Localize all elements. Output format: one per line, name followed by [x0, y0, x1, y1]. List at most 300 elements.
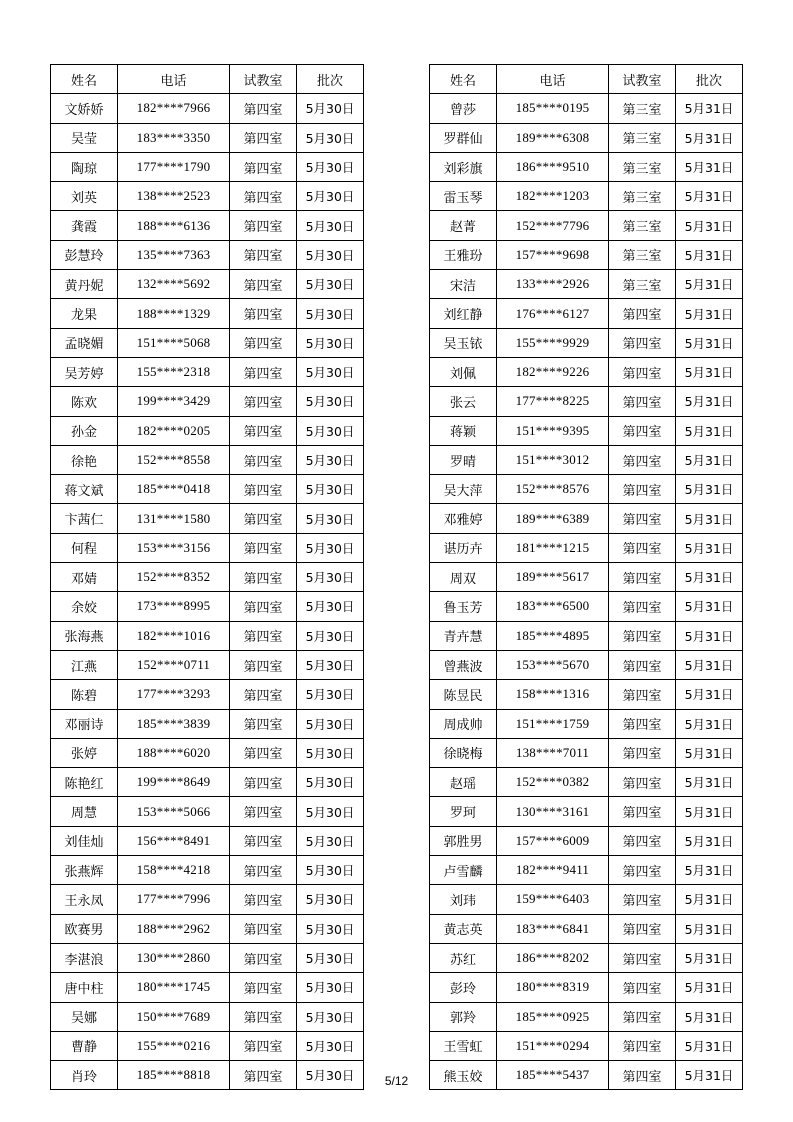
cell-batch: 5月31日: [676, 856, 743, 885]
cell-name: 赵瑶: [430, 768, 497, 797]
cell-phone: 152****0711: [118, 650, 230, 679]
table-row: [430, 445, 743, 474]
cell-room: 第三室: [609, 270, 676, 299]
cell-batch: 5月31日: [676, 94, 743, 123]
header-row: [51, 65, 364, 94]
cell-name: 曹静: [51, 1031, 118, 1060]
cell-name: 罗晴: [430, 445, 497, 474]
table-row: [430, 592, 743, 621]
table-row: [430, 856, 743, 885]
cell-name: 刘玮: [430, 885, 497, 914]
cell-name: 陈昱民: [430, 680, 497, 709]
cell-phone: 135****7363: [118, 240, 230, 269]
cell-phone: 157****9698: [497, 240, 609, 269]
cell-name: 赵菁: [430, 211, 497, 240]
table-row: [430, 123, 743, 152]
cell-phone: 151****1759: [497, 709, 609, 738]
cell-room: 第三室: [609, 182, 676, 211]
table-row: [430, 504, 743, 533]
table-row: [51, 357, 364, 386]
cell-batch: 5月31日: [676, 1031, 743, 1060]
cell-name: 陈欢: [51, 387, 118, 416]
cell-phone: 132****5692: [118, 270, 230, 299]
cell-room: 第三室: [609, 152, 676, 181]
cell-batch: 5月31日: [676, 182, 743, 211]
cell-batch: 5月31日: [676, 914, 743, 943]
cell-room: 第四室: [609, 738, 676, 767]
cell-room: 第四室: [230, 973, 297, 1002]
cell-phone: 153****3156: [118, 533, 230, 562]
cell-room: 第四室: [230, 914, 297, 943]
cell-room: 第四室: [230, 885, 297, 914]
cell-room: 第四室: [230, 387, 297, 416]
cell-batch: 5月30日: [297, 211, 364, 240]
cell-batch: 5月31日: [676, 973, 743, 1002]
cell-room: 第四室: [230, 621, 297, 650]
cell-phone: 176****6127: [497, 299, 609, 328]
cell-name: 周慧: [51, 797, 118, 826]
cell-room: 第四室: [230, 738, 297, 767]
cell-phone: 182****7966: [118, 94, 230, 123]
cell-name: 王永凤: [51, 885, 118, 914]
table-row: [430, 533, 743, 562]
header-name: 姓名: [51, 65, 118, 94]
cell-phone: 159****6403: [497, 885, 609, 914]
cell-room: 第四室: [230, 592, 297, 621]
cell-phone: 151****5068: [118, 328, 230, 357]
cell-batch: 5月30日: [297, 650, 364, 679]
table-row: [430, 357, 743, 386]
cell-name: 李湛浪: [51, 943, 118, 972]
table-row: [51, 768, 364, 797]
cell-batch: 5月31日: [676, 1061, 743, 1090]
table-row: [51, 182, 364, 211]
cell-phone: 130****2860: [118, 943, 230, 972]
cell-room: 第四室: [230, 1002, 297, 1031]
cell-room: 第四室: [609, 709, 676, 738]
cell-phone: 188****6020: [118, 738, 230, 767]
cell-batch: 5月30日: [297, 1002, 364, 1031]
header-room: 试教室: [230, 65, 297, 94]
cell-phone: 182****1016: [118, 621, 230, 650]
roster-table-right: [429, 64, 743, 1090]
cell-batch: 5月31日: [676, 152, 743, 181]
cell-name: 徐晓梅: [430, 738, 497, 767]
table-row: [430, 973, 743, 1002]
table-row: [51, 826, 364, 855]
cell-batch: 5月30日: [297, 152, 364, 181]
table-row: [430, 94, 743, 123]
header-phone: 电话: [118, 65, 230, 94]
cell-batch: 5月30日: [297, 1061, 364, 1090]
cell-name: 吴莹: [51, 123, 118, 152]
cell-phone: 150****7689: [118, 1002, 230, 1031]
cell-room: 第四室: [230, 943, 297, 972]
cell-room: 第四室: [230, 240, 297, 269]
cell-batch: 5月31日: [676, 416, 743, 445]
cell-room: 第四室: [230, 123, 297, 152]
table-row: [51, 270, 364, 299]
cell-name: 龙果: [51, 299, 118, 328]
cell-name: 黄志英: [430, 914, 497, 943]
cell-name: 邓丽诗: [51, 709, 118, 738]
cell-phone: 186****9510: [497, 152, 609, 181]
cell-name: 唐中柱: [51, 973, 118, 1002]
cell-room: 第四室: [230, 328, 297, 357]
table-row: [430, 416, 743, 445]
cell-phone: 182****9411: [497, 856, 609, 885]
table-row: [51, 299, 364, 328]
cell-room: 第四室: [230, 182, 297, 211]
cell-batch: 5月30日: [297, 533, 364, 562]
cell-room: 第四室: [230, 856, 297, 885]
cell-name: 余姣: [51, 592, 118, 621]
cell-batch: 5月31日: [676, 299, 743, 328]
cell-name: 徐艳: [51, 445, 118, 474]
cell-room: 第四室: [609, 943, 676, 972]
table-row: [51, 387, 364, 416]
cell-room: 第四室: [609, 416, 676, 445]
header-batch: 批次: [297, 65, 364, 94]
cell-phone: 183****3350: [118, 123, 230, 152]
cell-room: 第四室: [230, 416, 297, 445]
table-row: [430, 943, 743, 972]
table-row: [430, 650, 743, 679]
cell-name: 周成帅: [430, 709, 497, 738]
cell-phone: 185****4895: [497, 621, 609, 650]
table-row: [430, 475, 743, 504]
cell-room: 第四室: [230, 680, 297, 709]
page-number: 5/12: [384, 1074, 409, 1088]
cell-batch: 5月31日: [676, 211, 743, 240]
cell-phone: 185****0418: [118, 475, 230, 504]
cell-name: 青卉慧: [430, 621, 497, 650]
cell-name: 宋洁: [430, 270, 497, 299]
cell-batch: 5月31日: [676, 563, 743, 592]
cell-phone: 185****0925: [497, 1002, 609, 1031]
cell-name: 曾莎: [430, 94, 497, 123]
table-row: [430, 182, 743, 211]
cell-phone: 185****5437: [497, 1061, 609, 1090]
cell-name: 陈艳红: [51, 768, 118, 797]
cell-batch: 5月30日: [297, 504, 364, 533]
cell-name: 文娇娇: [51, 94, 118, 123]
table-row: [430, 563, 743, 592]
cell-name: 张燕辉: [51, 856, 118, 885]
cell-room: 第四室: [230, 299, 297, 328]
cell-name: 王雪虹: [430, 1031, 497, 1060]
cell-name: 黄丹妮: [51, 270, 118, 299]
cell-name: 罗群仙: [430, 123, 497, 152]
cell-batch: 5月30日: [297, 240, 364, 269]
cell-name: 谌历卉: [430, 533, 497, 562]
cell-batch: 5月31日: [676, 357, 743, 386]
table-row: [430, 826, 743, 855]
cell-room: 第四室: [230, 475, 297, 504]
cell-room: 第四室: [609, 680, 676, 709]
header-batch: 批次: [676, 65, 743, 94]
table-row: [51, 621, 364, 650]
cell-phone: 181****1215: [497, 533, 609, 562]
cell-room: 第三室: [609, 211, 676, 240]
cell-batch: 5月31日: [676, 123, 743, 152]
cell-room: 第四室: [609, 387, 676, 416]
cell-name: 郭胜男: [430, 826, 497, 855]
table-row: [430, 914, 743, 943]
table-row: [51, 943, 364, 972]
cell-batch: 5月30日: [297, 768, 364, 797]
table-row: [430, 387, 743, 416]
cell-phone: 185****3839: [118, 709, 230, 738]
cell-batch: 5月30日: [297, 680, 364, 709]
cell-batch: 5月30日: [297, 328, 364, 357]
table-row: [51, 504, 364, 533]
cell-name: 王雅玢: [430, 240, 497, 269]
cell-batch: 5月31日: [676, 592, 743, 621]
cell-room: 第四室: [230, 797, 297, 826]
table-row: [51, 1031, 364, 1060]
cell-batch: 5月30日: [297, 357, 364, 386]
cell-phone: 133****2926: [497, 270, 609, 299]
cell-batch: 5月30日: [297, 709, 364, 738]
cell-batch: 5月30日: [297, 914, 364, 943]
cell-room: 第四室: [609, 768, 676, 797]
cell-phone: 130****3161: [497, 797, 609, 826]
table-row: [430, 211, 743, 240]
table-row: [430, 885, 743, 914]
cell-batch: 5月31日: [676, 709, 743, 738]
cell-phone: 177****8225: [497, 387, 609, 416]
cell-name: 陶琼: [51, 152, 118, 181]
cell-batch: 5月30日: [297, 592, 364, 621]
table-row: [51, 328, 364, 357]
cell-room: 第四室: [230, 826, 297, 855]
cell-phone: 158****4218: [118, 856, 230, 885]
cell-phone: 199****3429: [118, 387, 230, 416]
cell-name: 张海燕: [51, 621, 118, 650]
table-row: [430, 1002, 743, 1031]
cell-batch: 5月30日: [297, 943, 364, 972]
cell-name: 周双: [430, 563, 497, 592]
cell-phone: 177****7996: [118, 885, 230, 914]
cell-room: 第四室: [609, 299, 676, 328]
table-row: [51, 211, 364, 240]
cell-room: 第四室: [609, 533, 676, 562]
cell-batch: 5月30日: [297, 738, 364, 767]
cell-name: 曾燕波: [430, 650, 497, 679]
cell-phone: 153****5066: [118, 797, 230, 826]
cell-room: 第四室: [230, 533, 297, 562]
cell-phone: 189****5617: [497, 563, 609, 592]
cell-name: 龚霞: [51, 211, 118, 240]
cell-batch: 5月30日: [297, 416, 364, 445]
cell-name: 江燕: [51, 650, 118, 679]
table-row: [430, 328, 743, 357]
table-row: [51, 445, 364, 474]
cell-phone: 152****8352: [118, 563, 230, 592]
cell-phone: 185****0195: [497, 94, 609, 123]
table-row: [430, 270, 743, 299]
table-row: [51, 592, 364, 621]
cell-room: 第四室: [609, 1002, 676, 1031]
cell-room: 第四室: [230, 1061, 297, 1090]
cell-room: 第四室: [609, 826, 676, 855]
table-row: [51, 797, 364, 826]
cell-batch: 5月30日: [297, 973, 364, 1002]
cell-name: 刘英: [51, 182, 118, 211]
cell-batch: 5月31日: [676, 885, 743, 914]
cell-room: 第三室: [609, 123, 676, 152]
cell-name: 鲁玉芳: [430, 592, 497, 621]
cell-room: 第四室: [230, 650, 297, 679]
cell-name: 欧赛男: [51, 914, 118, 943]
cell-batch: 5月31日: [676, 680, 743, 709]
cell-name: 罗珂: [430, 797, 497, 826]
cell-room: 第四室: [230, 1031, 297, 1060]
cell-room: 第四室: [230, 504, 297, 533]
cell-batch: 5月30日: [297, 856, 364, 885]
table-row: [430, 152, 743, 181]
cell-phone: 152****0382: [497, 768, 609, 797]
cell-batch: 5月31日: [676, 1002, 743, 1031]
cell-phone: 182****9226: [497, 357, 609, 386]
cell-phone: 153****5670: [497, 650, 609, 679]
cell-room: 第四室: [609, 1061, 676, 1090]
cell-batch: 5月30日: [297, 445, 364, 474]
cell-name: 雷玉琴: [430, 182, 497, 211]
table-row: [430, 1031, 743, 1060]
table-row: [430, 797, 743, 826]
header-phone: 电话: [497, 65, 609, 94]
table-row: [430, 738, 743, 767]
cell-phone: 152****7796: [497, 211, 609, 240]
table-row: [51, 475, 364, 504]
cell-name: 孙金: [51, 416, 118, 445]
cell-room: 第四室: [230, 94, 297, 123]
cell-batch: 5月31日: [676, 943, 743, 972]
table-row: [51, 914, 364, 943]
cell-name: 邓婧: [51, 563, 118, 592]
header-row: [430, 65, 743, 94]
cell-room: 第四室: [609, 621, 676, 650]
cell-batch: 5月31日: [676, 797, 743, 826]
table-row: [51, 416, 364, 445]
header-room: 试教室: [609, 65, 676, 94]
cell-room: 第四室: [609, 797, 676, 826]
cell-room: 第四室: [230, 211, 297, 240]
cell-room: 第四室: [230, 152, 297, 181]
cell-room: 第四室: [609, 650, 676, 679]
cell-name: 刘佩: [430, 357, 497, 386]
table-row: [51, 650, 364, 679]
cell-phone: 138****2523: [118, 182, 230, 211]
cell-phone: 151****0294: [497, 1031, 609, 1060]
cell-name: 彭慧玲: [51, 240, 118, 269]
cell-batch: 5月31日: [676, 475, 743, 504]
cell-room: 第四室: [609, 592, 676, 621]
cell-phone: 180****1745: [118, 973, 230, 1002]
cell-name: 吴大萍: [430, 475, 497, 504]
cell-room: 第三室: [609, 240, 676, 269]
table-row: [51, 885, 364, 914]
cell-phone: 151****9395: [497, 416, 609, 445]
cell-room: 第三室: [609, 94, 676, 123]
cell-phone: 152****8558: [118, 445, 230, 474]
cell-name: 苏红: [430, 943, 497, 972]
cell-room: 第四室: [609, 504, 676, 533]
table-row: [51, 152, 364, 181]
cell-phone: 188****6136: [118, 211, 230, 240]
cell-room: 第四室: [230, 768, 297, 797]
cell-batch: 5月30日: [297, 1031, 364, 1060]
cell-batch: 5月31日: [676, 826, 743, 855]
cell-phone: 188****1329: [118, 299, 230, 328]
table-row: [430, 621, 743, 650]
cell-batch: 5月31日: [676, 650, 743, 679]
cell-phone: 188****2962: [118, 914, 230, 943]
cell-name: 孟晓媚: [51, 328, 118, 357]
cell-room: 第四室: [609, 445, 676, 474]
cell-room: 第四室: [609, 973, 676, 1002]
table-row: [51, 973, 364, 1002]
cell-room: 第四室: [230, 563, 297, 592]
cell-room: 第四室: [609, 563, 676, 592]
cell-room: 第四室: [230, 445, 297, 474]
cell-room: 第四室: [609, 914, 676, 943]
cell-phone: 180****8319: [497, 973, 609, 1002]
cell-room: 第四室: [609, 856, 676, 885]
cell-phone: 183****6500: [497, 592, 609, 621]
table-row: [430, 680, 743, 709]
table-row: [51, 680, 364, 709]
cell-phone: 152****8576: [497, 475, 609, 504]
cell-phone: 131****1580: [118, 504, 230, 533]
cell-phone: 157****6009: [497, 826, 609, 855]
cell-room: 第四室: [609, 357, 676, 386]
cell-phone: 177****1790: [118, 152, 230, 181]
cell-batch: 5月30日: [297, 885, 364, 914]
cell-name: 何程: [51, 533, 118, 562]
cell-batch: 5月31日: [676, 445, 743, 474]
cell-name: 蒋文斌: [51, 475, 118, 504]
cell-name: 吴芳婷: [51, 357, 118, 386]
cell-name: 张婷: [51, 738, 118, 767]
cell-batch: 5月31日: [676, 621, 743, 650]
cell-room: 第四室: [609, 475, 676, 504]
cell-name: 卞茜仁: [51, 504, 118, 533]
table-row: [51, 94, 364, 123]
cell-batch: 5月30日: [297, 299, 364, 328]
cell-batch: 5月30日: [297, 475, 364, 504]
cell-phone: 186****8202: [497, 943, 609, 972]
cell-name: 熊玉姣: [430, 1061, 497, 1090]
cell-name: 刘佳灿: [51, 826, 118, 855]
table-row: [51, 1002, 364, 1031]
table-row: [430, 299, 743, 328]
cell-room: 第四室: [609, 328, 676, 357]
cell-room: 第四室: [230, 357, 297, 386]
cell-batch: 5月30日: [297, 387, 364, 416]
cell-phone: 156****8491: [118, 826, 230, 855]
table-row: [51, 240, 364, 269]
cell-phone: 182****1203: [497, 182, 609, 211]
header-name: 姓名: [430, 65, 497, 94]
cell-name: 肖玲: [51, 1061, 118, 1090]
cell-phone: 182****0205: [118, 416, 230, 445]
cell-name: 邓雅婷: [430, 504, 497, 533]
cell-batch: 5月31日: [676, 738, 743, 767]
table-row: [51, 709, 364, 738]
